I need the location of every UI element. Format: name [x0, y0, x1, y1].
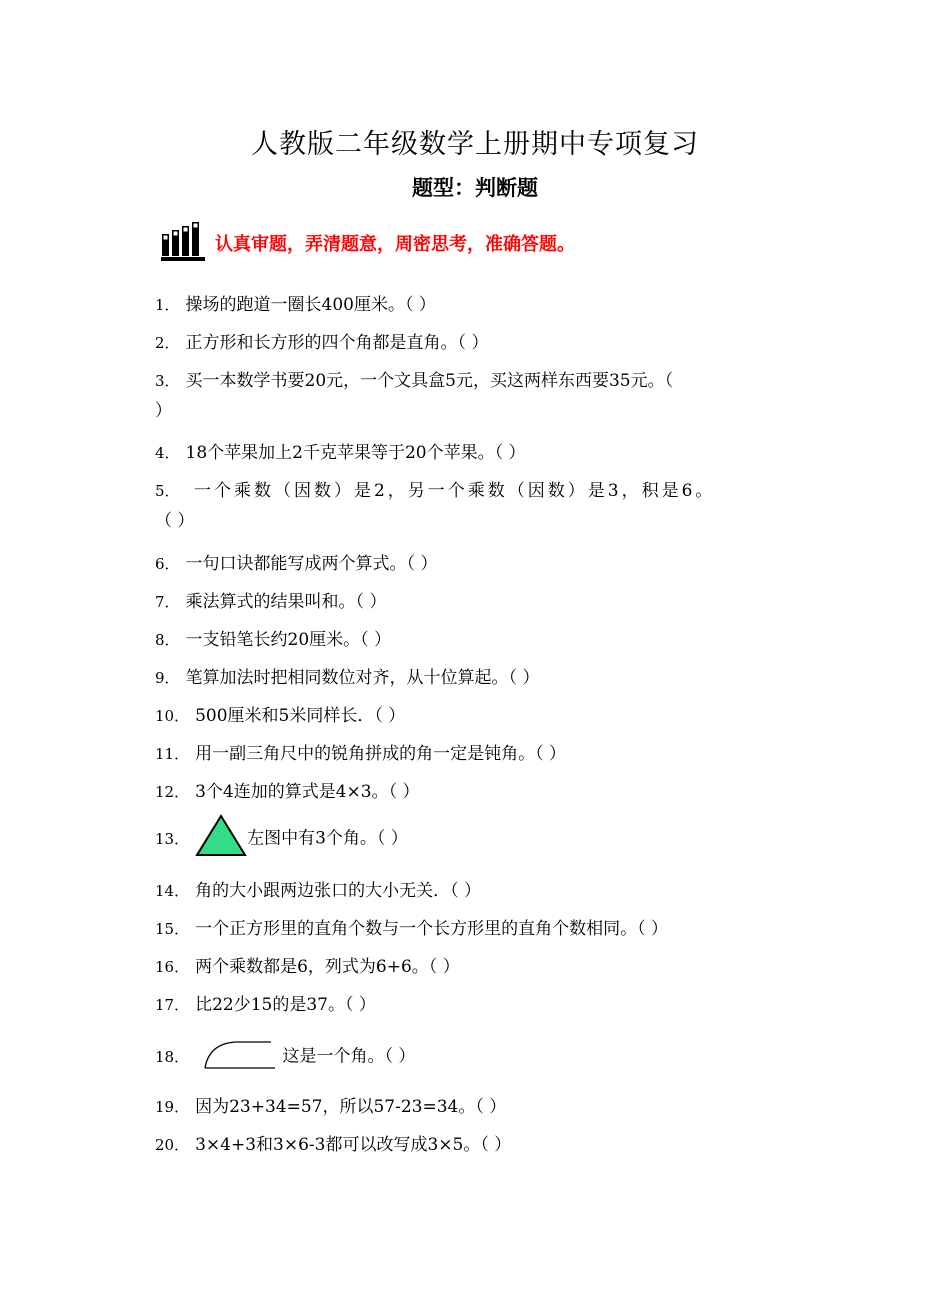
- page-title: 人教版二年级数学上册期中专项复习: [251, 129, 699, 160]
- question-14: 14． 角的大小跟两边张口的大小无关．（ ）: [155, 881, 481, 901]
- books-icon: [161, 220, 207, 266]
- question-7: 7． 乘法算式的结果叫和。（ ）: [155, 592, 387, 612]
- question-19: 19． 因为23+34=57，所以57-23=34。（ ）: [155, 1097, 507, 1117]
- question-9: 9． 笔算加法时把相同数位对齐，从十位算起。（ ）: [155, 668, 540, 688]
- triangle-figure: [195, 814, 247, 864]
- question-5: 5． 一个乘数（因数）是2，另一个乘数（因数）是3，积是6。 （ ）: [155, 481, 716, 531]
- instruction-banner: [161, 220, 575, 266]
- question-3: 3． 买一本数学书要20元，一个文具盒5元，买这两样东西要35元。（ ）: [155, 371, 674, 421]
- curved-angle-figure: [195, 1036, 277, 1078]
- banner-text: 认真审题，弄清题意，周密思考，准确答题。: [215, 234, 575, 255]
- question-16: 16． 两个乘数都是6，列式为6+6。（ ）: [155, 957, 460, 977]
- page-subtitle: 题型：判断题: [412, 176, 538, 200]
- question-13: 13． 左图中有3个角。（ ）: [155, 814, 795, 864]
- question-18: 18． 这是一个角。（ ）: [155, 1036, 795, 1078]
- question-2: 2． 正方形和长方形的四个角都是直角。（ ）: [155, 333, 489, 353]
- question-12: 12． 3个4连加的算式是4×3。（ ）: [155, 782, 420, 802]
- question-20: 20． 3×4+3和3×6-3都可以改写成3×5。（ ）: [155, 1135, 512, 1155]
- question-10: 10． 500厘米和5米同样长．（ ）: [155, 706, 406, 726]
- question-6: 6． 一句口诀都能写成两个算式。（ ）: [155, 554, 438, 574]
- question-4: 4． 18个苹果加上2千克苹果等于20个苹果。（ ）: [155, 443, 526, 463]
- question-17: 17． 比22少15的是37。（ ）: [155, 995, 376, 1015]
- question-11: 11． 用一副三角尺中的锐角拼成的角一定是钝角。（ ）: [155, 744, 566, 764]
- question-15: 15． 一个正方形里的直角个数与一个长方形里的直角个数相同。（ ）: [155, 919, 668, 939]
- question-1: 1． 操场的跑道一圈长400厘米。（ ）: [155, 295, 436, 315]
- question-8: 8． 一支铅笔长约20厘米。（ ）: [155, 630, 392, 650]
